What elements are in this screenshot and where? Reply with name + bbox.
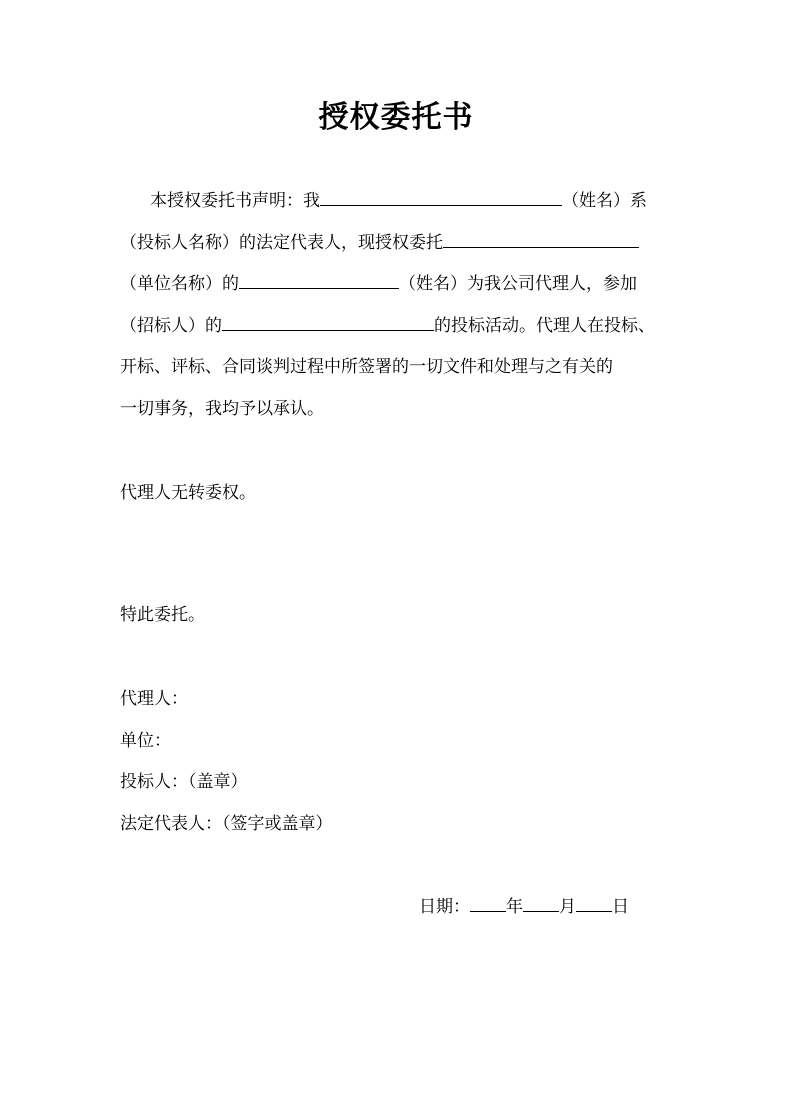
date-label: 日期： [419, 897, 470, 917]
month-blank-field[interactable] [523, 894, 559, 912]
line3-prefix: （单位名称）的 [120, 274, 239, 294]
month-label: 月 [559, 897, 576, 917]
legal-rep-signature-label: 法定代表人：（签字或盖章） [120, 814, 333, 834]
line4-suffix: 的投标活动。代理人在投标、 [434, 316, 655, 336]
paragraph-line-1 [150, 188, 647, 213]
line4-prefix: （招标人）的 [120, 316, 222, 336]
paragraph-line-6: 一切事务，我均予以承认。 [120, 399, 324, 419]
name-blank-field[interactable] [320, 188, 562, 206]
closing-text: 特此委托。 [120, 605, 205, 625]
no-subdelegation-text: 代理人无转委权。 [120, 483, 256, 503]
paragraph-line-3 [120, 271, 637, 296]
project-blank-field[interactable] [222, 313, 434, 331]
paragraph-line-5: 开标、评标、合同谈判过程中所签署的一切文件和处理与之有关的 [120, 357, 613, 377]
line1-suffix: （姓名）系 [562, 191, 647, 211]
year-blank-field[interactable] [470, 894, 506, 912]
delegate-unit-blank-field[interactable] [443, 230, 639, 248]
line1-prefix: 本授权委托书声明：我 [150, 191, 320, 211]
agent-name-blank-field[interactable] [239, 271, 399, 289]
agent-signature-label: 代理人： [120, 689, 188, 709]
paragraph-line-4 [120, 313, 655, 338]
line2-prefix: （投标人名称）的法定代表人，现授权委托 [120, 233, 443, 253]
date-line [419, 894, 629, 919]
paragraph-line-2 [120, 230, 639, 255]
day-label: 日 [612, 897, 629, 917]
day-blank-field[interactable] [576, 894, 612, 912]
year-label: 年 [506, 897, 523, 917]
line3-suffix: （姓名）为我公司代理人，参加 [399, 274, 637, 294]
document-title: 授权委托书 [318, 100, 474, 135]
unit-signature-label: 单位： [120, 731, 171, 751]
bidder-seal-label: 投标人：（盖章） [120, 772, 248, 792]
